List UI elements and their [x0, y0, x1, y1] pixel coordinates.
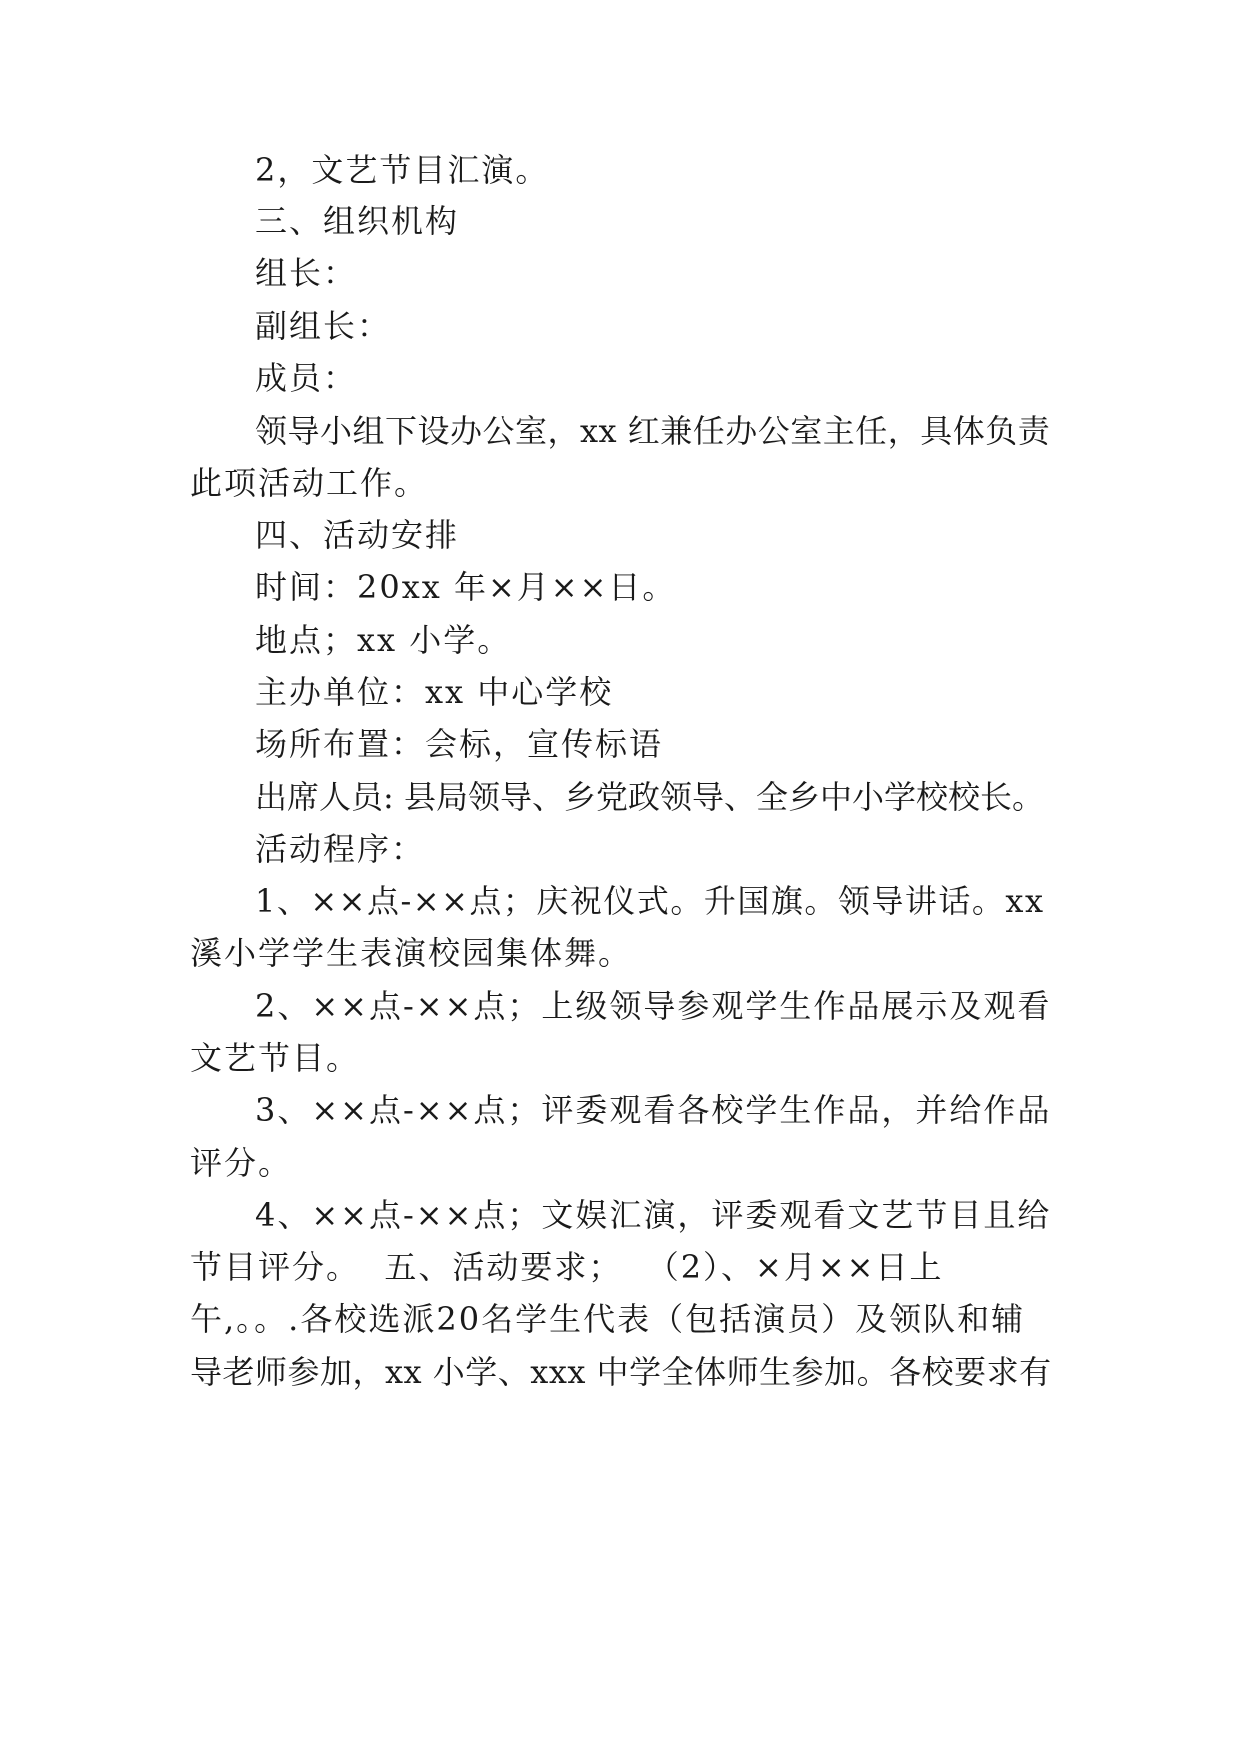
text-line: 时间：20xx 年×月××日。 [255, 568, 677, 606]
text-line: 领导小组下设办公室，xx 红兼任办公室主任，具体负责 [255, 412, 1051, 450]
text-line: 场所布置：会标，宣传标语 [255, 725, 664, 763]
text-line: 导老师参加，xx 小学、xxx 中学全体师生参加。各校要求有 [190, 1353, 1052, 1391]
text-line: 组长： [255, 254, 358, 292]
text-line: 3、××点-××点；评委观看各校学生作品，并给作品 [255, 1091, 1052, 1129]
section-heading: 三、组织机构 [255, 202, 460, 240]
text-line: 活动程序： [255, 830, 426, 868]
text-line: 节目评分。 五、活动要求； （2）、×月××日上 [190, 1248, 944, 1286]
text-line: 主办单位：xx 中心学校 [255, 673, 614, 711]
text-line: 副组长： [255, 307, 392, 345]
text-line: 2、××点-××点；上级领导参观学生作品展示及观看 [255, 987, 1052, 1025]
text-line: 出席人员: 县局领导、乡党政领导、全乡中小学校校长。 [255, 778, 1044, 816]
text-line: 评分。 [190, 1144, 293, 1182]
text-line: 溪小学学生表演校园集体舞。 [190, 934, 633, 972]
text-line: 地点；xx 小学。 [255, 621, 512, 659]
text-line: 午,。。.各校选派20名学生代表（包括演员）及领队和辅 [190, 1300, 1026, 1338]
text-line: 成员： [255, 359, 358, 397]
text-line: 1、××点-××点；庆祝仪式。升国旗。领导讲话。xx [255, 882, 1045, 920]
text-line: 文艺节目。 [190, 1039, 361, 1077]
text-line: 此项活动工作。 [190, 464, 429, 502]
text-line: 4、××点-××点；文娱汇演，评委观看文艺节目且给 [255, 1196, 1052, 1234]
section-heading: 四、活动安排 [255, 516, 460, 554]
text-line: 2，文艺节目汇演。 [255, 151, 550, 189]
